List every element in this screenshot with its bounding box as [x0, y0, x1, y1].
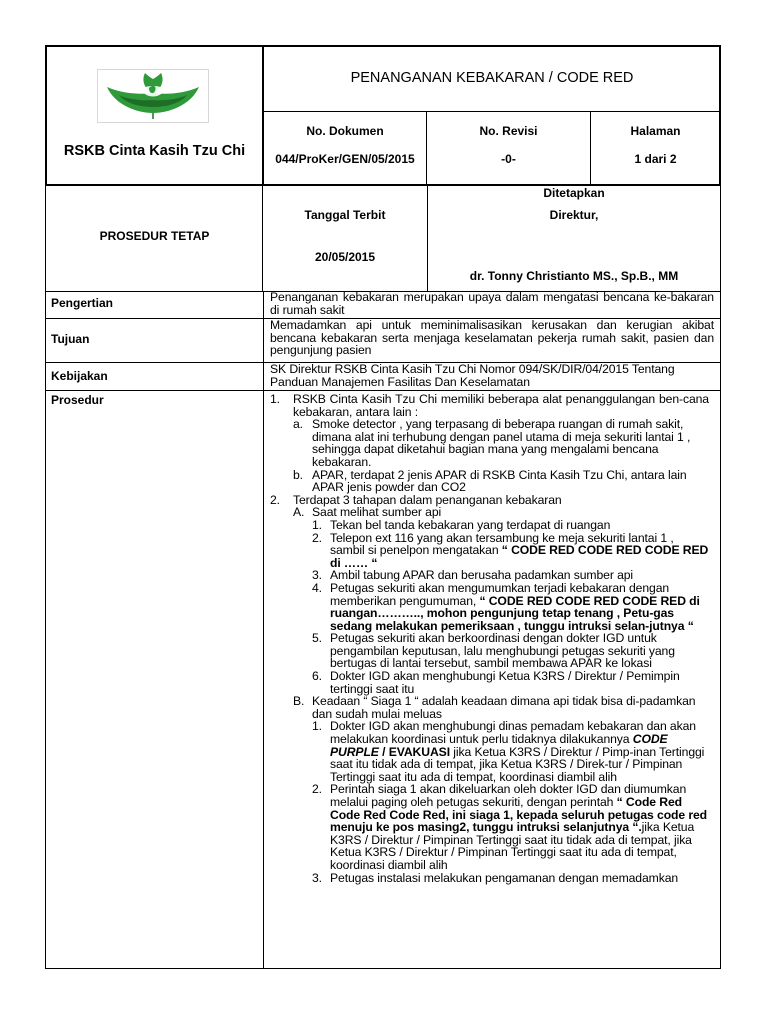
hospital-name: RSKB Cinta Kasih Tzu Chi	[63, 143, 246, 159]
list-item-text: RSKB Cinta Kasih Tzu Chi memiliki beberapa alat penanggulangan ben-cana kebakaran, antara lain :	[293, 392, 709, 419]
list-item	[270, 720, 716, 783]
list-item-text	[330, 582, 710, 632]
list-marker: 1.	[270, 392, 280, 406]
list-marker: b.	[293, 467, 303, 482]
list-marker: B.	[293, 694, 305, 709]
list-item	[270, 393, 716, 418]
direktur-label: Direktur,	[549, 208, 599, 222]
list-marker: 1.	[312, 719, 322, 734]
pengertian-label: Pengertian	[51, 296, 114, 310]
list-item-text: Petugas instalasi melakukan pengamanan dengan memadamkan	[330, 870, 679, 885]
list-item-text: Petugas sekuriti akan berkoordinasi dengan dokter IGD untuk pengambilan keputusan, lalu menghubungi petugas sekuriti yang bertugas di lantai tersebut, sambil membawa APAR ke lokasi	[330, 631, 675, 671]
list-item	[270, 582, 716, 632]
no-dokumen-value: 044/ProKer/GEN/05/2015	[275, 152, 415, 166]
tujuan-text: Memadamkan api untuk meminimalisasikan kerusakan dan kerugian akibat bencana kebakaran serta menjaga keselamatan pekerja rumah sakit, pasien dan pengunjung pasien	[270, 318, 714, 358]
code-red-announcement: “ CODE RED CODE RED CODE RED di ruangan……….., mohon pengunjung tetap tenang , Petu-gas sedang melakukan pemeriksaan , tunggu intruksi selan-jutnya “	[330, 593, 700, 633]
tanggal-terbit-value: 20/05/2015	[314, 250, 376, 264]
no-revisi-value: -0-	[501, 152, 516, 166]
list-item	[270, 532, 716, 570]
text-run: Perintah siaga 1 akan dikeluarkan oleh dokter IGD dan diumumkan melalui paging oleh petugas sekuriti, dengan perintah	[330, 782, 687, 809]
list-item	[270, 418, 716, 468]
siaga-1-announcement: “ Code Red Code Red Code Red, ini siaga 1, kepada seluruh petugas code red menuju ke pos masing2, tunggu intruksi selanjutnya “.	[330, 795, 708, 835]
text-run: jika Ketua K3RS / Direktur / Pimp-inan Tertinggi saat itu tidak ada di tempat, jika Ketua K3RS / Direk-tur / Pimpinan Tertinggi saat itu ada di tempat, koordinasi diambil alih	[330, 744, 705, 784]
prosedur-label: Prosedur	[51, 393, 104, 407]
list-marker: 2.	[270, 492, 280, 507]
list-marker: 3.	[312, 870, 322, 885]
no-dokumen-label: No. Dokumen	[306, 124, 384, 138]
no-revisi-label: No. Revisi	[479, 124, 538, 138]
list-item	[270, 872, 716, 885]
text-run: Telepon ext 116 yang akan tersambung ke meja sekuriti lantai 1 , sambil si penelpon mengatakan	[330, 530, 674, 558]
halaman-value: 1 dari 2	[634, 152, 677, 166]
list-item-text	[330, 532, 710, 570]
text-run: Petugas sekuriti akan mengumumkan terjadi kebakaran dengan memberikan pengumuman,	[330, 580, 670, 608]
evakuasi: EVAKUASI	[388, 744, 450, 759]
list-item-text: Ambil tabung APAR dan berusaha padamkan sumber api	[330, 568, 634, 583]
code-purple: CODE PURPLE	[330, 732, 668, 759]
list-marker: A.	[293, 505, 305, 520]
list-item-text	[330, 720, 710, 783]
list-item	[270, 670, 716, 695]
signatory-name: dr. Tonny Christianto MS., Sp.B., MM	[469, 269, 679, 283]
list-marker: 3.	[312, 568, 322, 583]
list-item-text: Dokter IGD akan menghubungi Ketua K3RS / Direktur / Pemimpin tertinggi saat itu	[330, 669, 680, 696]
list-item-text: APAR, terdapat 2 jenis APAR di RSKB Cinta Kasih Tzu Chi, antara lain APAR jenis powder dan CO2	[312, 467, 687, 495]
list-marker: 2.	[312, 782, 322, 797]
list-marker: 6.	[312, 669, 322, 684]
text-run: Dokter IGD akan menghubungi dinas pemadam kebakaran dan akan melakukan koordinasi untuk perlu tidaknya dilakukannya	[330, 719, 696, 747]
list-item-text: Tekan bel tanda kebakaran yang terdapat di ruangan	[330, 517, 611, 532]
list-marker: 5.	[312, 631, 322, 646]
code-red-announcement: “ CODE RED CODE RED CODE RED di …… “	[330, 543, 709, 570]
list-item-text: Smoke detector , yang terpasang di beberapa ruangan di rumah sakit, dimana alat ini terhubung dengan panel utama di meja sekuriti lantai 1 , sehingga dapat diketahui bagian mana yang mengalami bencana kebakaran.	[312, 417, 691, 469]
halaman-label: Halaman	[630, 124, 681, 138]
text-run: /	[378, 744, 389, 759]
list-item-text: Saat melihat sumber api	[312, 505, 442, 520]
kebijakan-text: SK Direktur RSKB Cinta Kasih Tzu Chi Nomor 094/SK/DIR/04/2015 Tentang Panduan Manajemen Fasilitas Dan Keselamatan	[270, 362, 675, 389]
list-item	[270, 783, 716, 871]
tujuan-label: Tujuan	[51, 332, 90, 346]
list-marker: 1.	[312, 517, 322, 532]
list-item	[270, 695, 716, 720]
text-run: jika Ketua K3RS / Direktur / Pimpinan Tertinggi saat itu tidak ada di tempat, jika Ketua K3RS / Direktur / Pimpinan Tertinggi saat itu ada di tempat, koordinasi diambil alih	[330, 820, 695, 872]
ditetapkan-label: Ditetapkan	[543, 186, 605, 200]
prosedur-list	[270, 393, 716, 884]
prosedur-tetap-label: PROSEDUR TETAP	[99, 229, 210, 243]
tanggal-terbit-label: Tanggal Terbit	[304, 208, 386, 222]
list-item-text: Keadaan “ Siaga 1 “ adalah keadaan dimana api tidak bisa di-padamkan dan sudah mulai meluas	[312, 694, 696, 721]
list-item	[270, 632, 716, 670]
list-item	[270, 469, 716, 494]
list-item-text: Terdapat 3 tahapan dalam penanganan kebakaran	[293, 492, 562, 507]
document-title: PENANGANAN KEBAKARAN / CODE RED	[350, 70, 634, 86]
kebijakan-label: Kebijakan	[51, 369, 108, 383]
list-marker: 2.	[312, 530, 322, 545]
list-item-text	[330, 783, 710, 871]
list-marker: 4.	[312, 580, 322, 595]
pengertian-text: Penanganan kebakaran merupakan upaya dalam mengatasi bencana ke-bakaran di rumah sakit	[270, 290, 714, 317]
hospital-logo	[97, 69, 209, 123]
list-marker: a.	[293, 417, 303, 432]
